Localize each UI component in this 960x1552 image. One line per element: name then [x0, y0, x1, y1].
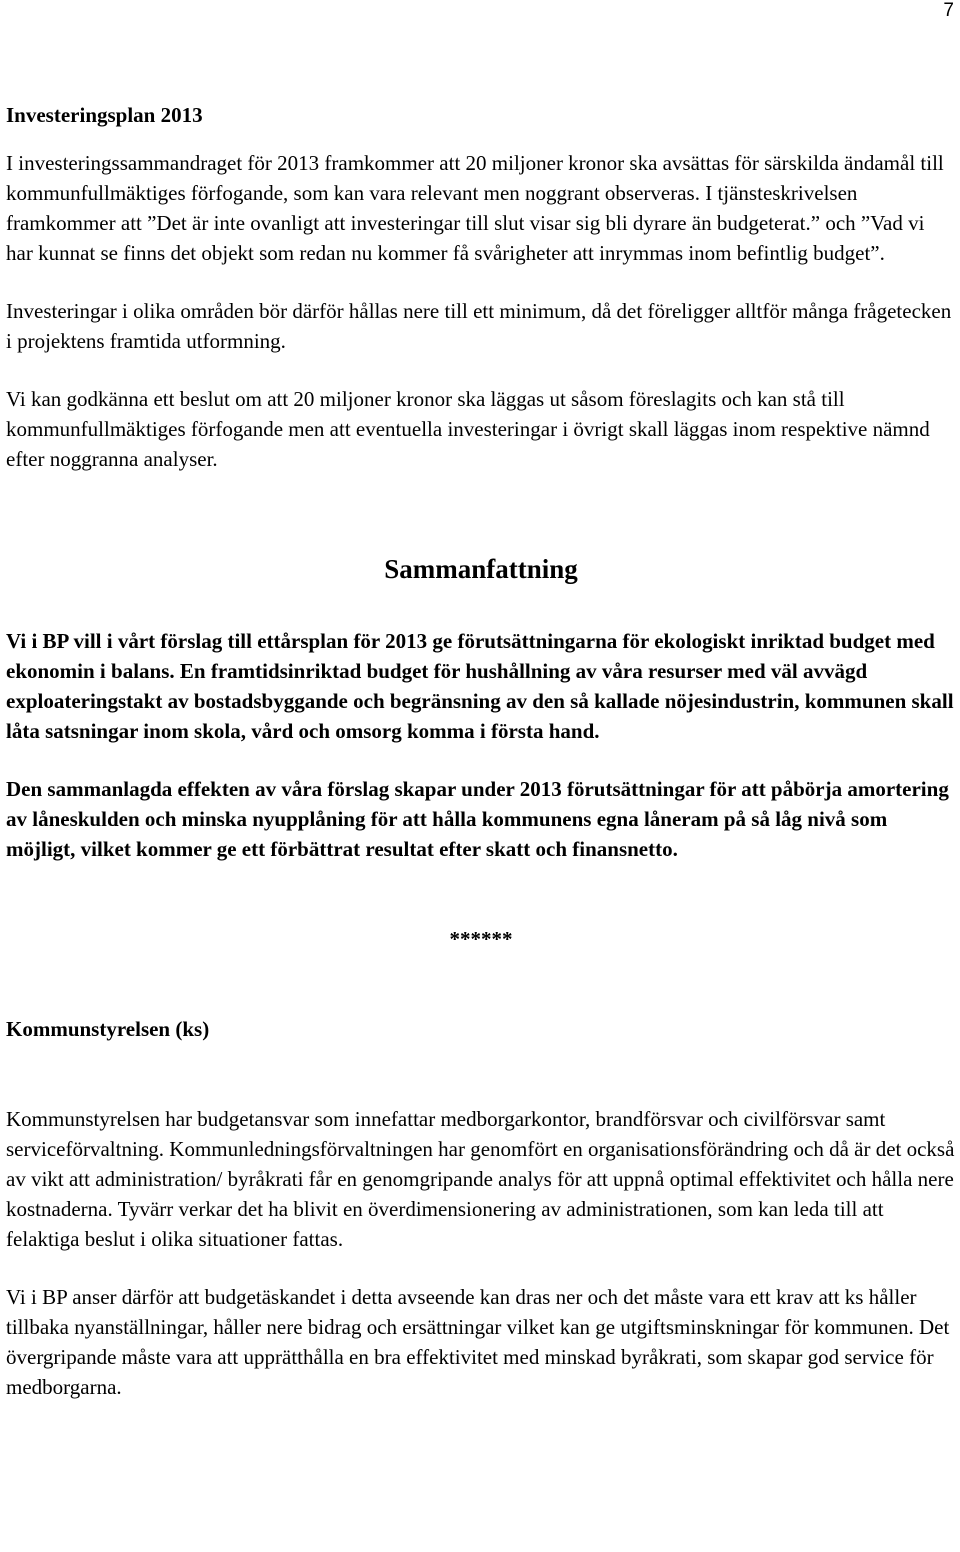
- investment-heading: Investeringsplan 2013: [6, 103, 203, 127]
- section-separator: ******: [449, 927, 513, 951]
- summary-heading: Sammanfattning: [384, 554, 578, 584]
- investment-paragraph-1: I investeringssammandraget för 2013 framkommer att 20 miljoner kronor ska avsättas för särskilda ändamål till kommunfullmäktiges förfogande, som kan vara relevant men noggrant observeras. I tjänsteskrivelsen framkommer att ”Det är inte ovanligt att investeringar till slut visar sig bli dyrare än budgeterat.” och ”Vad vi har kunnat se finns det objekt som redan nu kommer få svårigheter att inrymmas inom befintlig budget”.: [6, 151, 944, 265]
- summary-paragraph-1: Vi i BP vill i vårt förslag till ettårsplan för 2013 ge förutsättningarna för ekologiskt inriktad budget med ekonomin i balans. En framtidsinriktad budget för hushållning av våra resurser med väl avvägd exploateringstakt av bostadsbyggande och begränsning av den så kallade nöjesindustrin, kommunen skall låta satsningar inom skola, vård och omsorg komma i första hand.: [6, 629, 954, 743]
- page-number: 7: [943, 0, 954, 21]
- investment-paragraph-3: Vi kan godkänna ett beslut om att 20 miljoner kronor ska läggas ut såsom föreslagits och kan stå till kommunfullmäktiges förfogande men att eventuella investeringar i övrigt skall läggas inom respektive nämnd efter noggranna analyser.: [6, 387, 930, 471]
- summary-paragraph-2: Den sammanlagda effekten av våra förslag skapar under 2013 förutsättningar för att påbörja amortering av låneskulden och minska nyupplåning för att hålla kommunens egna låneram på så låg nivå som möjligt, vilket kommer ge ett förbättrat resultat efter skatt och finansnetto.: [6, 777, 949, 861]
- document-body: [6, 100, 956, 1402]
- ks-paragraph-2: Vi i BP anser därför att budgetäskandet i detta avseende kan dras ner och det måste vara ett krav att ks håller tillbaka nyanställningar, håller nere bidrag och ersättningar vilket kan ge utgiftsminskningar för kommunen. Det övergripande måste vara att upprätthålla en bra effektivitet med minskad byråkrati, som skapar god service för medborgarna.: [6, 1285, 950, 1399]
- ks-heading: Kommunstyrelsen (ks): [6, 1017, 210, 1041]
- investment-paragraph-2: Investeringar i olika områden bör därför hållas nere till ett minimum, då det föreligger alltför många frågetecken i projektens framtida utformning.: [6, 299, 952, 353]
- ks-paragraph-1: Kommunstyrelsen har budgetansvar som innefattar medborgarkontor, brandförsvar och civilförsvar samt serviceförvaltning. Kommunledningsförvaltningen har genomfört en organisationsförändring och då är det också av vikt att administration/ byråkrati får en genomgripande analys för att uppnå optimal effektivitet och hålla nere kostnaderna. Tyvärr verkar det ha blivit en överdimensionering av administrationen, som kan leda till att felaktiga beslut i olika situationer fattas.: [6, 1107, 955, 1251]
